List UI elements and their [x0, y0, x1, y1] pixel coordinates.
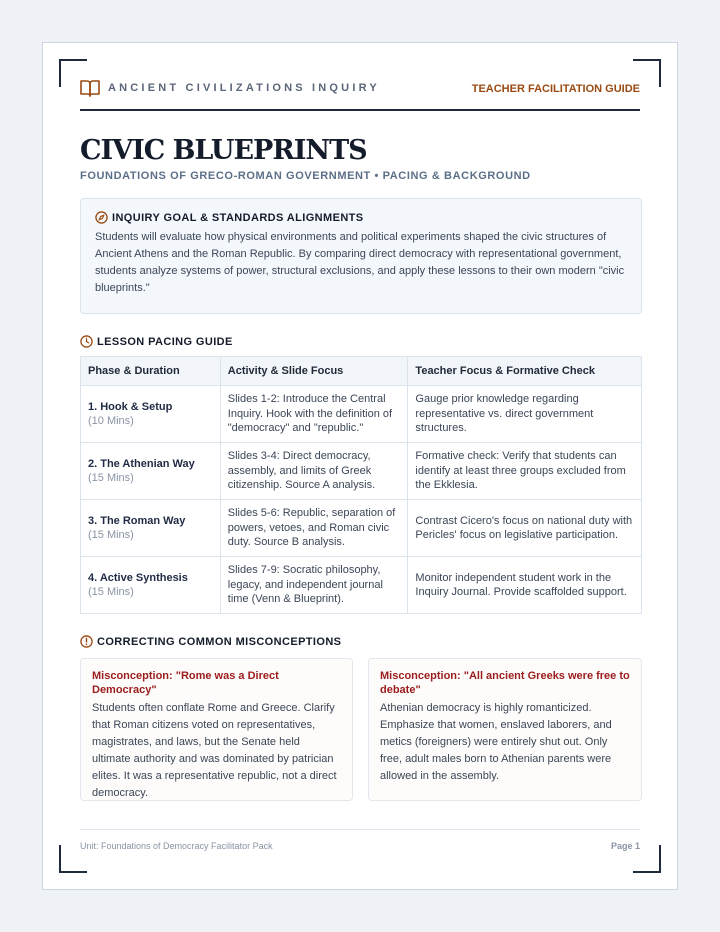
focus-cell: Gauge prior knowledge regarding representative vs. direct government structures. — [408, 386, 642, 443]
book-icon — [80, 79, 100, 97]
footer-unit-label: Unit: Foundations of Democracy Facilitator Pack — [80, 841, 273, 851]
misconceptions-heading-text: CORRECTING COMMON MISCONCEPTIONS — [97, 635, 342, 648]
misconceptions-heading — [80, 635, 341, 648]
phase-duration: (10 Mins) — [88, 415, 134, 427]
brand-name: ANCIENT CIVILIZATIONS INQUIRY — [108, 82, 380, 94]
page-number: Page 1 — [610, 841, 640, 851]
goal-text: Students will evaluate how physical environments and political experiments shaped the civic structures of Ancient Athens and the Roman Republic. By comparing direct democracy with representational government, students analyze systems of power, structural exclusions, and apply these lessons to their own modern "civic blueprints." — [95, 231, 625, 294]
focus-cell: Monitor independent student work in the Inquiry Journal. Provide scaffolded support. — [408, 557, 642, 614]
misconception-title: Misconception: "All ancient Greeks were free to debate" — [380, 670, 630, 696]
pacing-heading — [80, 335, 233, 348]
focus-cell: Formative check: Verify that students can identify at least three groups excluded from the Ekklesia. — [408, 443, 642, 500]
table-row — [81, 500, 642, 557]
phase-cell — [81, 557, 221, 614]
page-title: CIVIC BLUEPRINTS — [80, 135, 367, 166]
document-page — [42, 42, 678, 890]
table-row — [81, 557, 642, 614]
page-header — [80, 79, 640, 111]
phase-name: 3. The Roman Way — [88, 514, 186, 527]
misconception-text: Athenian democracy is highly romanticized. Emphasize that women, enslaved laborers, and metics (foreigners) were entirely shut out. Only free, adult males born to Athenian parents were allowed in the assembly. — [380, 702, 612, 782]
focus-cell: Contrast Cicero's focus on national duty with Pericles' focus on legislative participation. — [408, 500, 642, 557]
column-header: Teacher Focus & Formative Check — [408, 357, 642, 386]
table-row — [81, 443, 642, 500]
phase-duration: (15 Mins) — [88, 472, 134, 484]
activity-cell: Slides 5-6: Republic, separation of powers, vetoes, and Roman civic duty. Source B analysis. — [220, 500, 408, 557]
guide-label: TEACHER FACILITATION GUIDE — [471, 83, 640, 95]
page-subtitle: FOUNDATIONS OF GRECO-ROMAN GOVERNMENT • PACING & BACKGROUND — [80, 170, 531, 182]
goal-heading — [95, 211, 627, 224]
inquiry-goal-box — [80, 198, 642, 314]
activity-cell: Slides 7-9: Socratic philosophy, legacy, and independent journal time (Venn & Blueprint). — [220, 557, 408, 614]
brand — [80, 79, 380, 97]
misconception-card — [80, 658, 353, 801]
goal-heading-text: INQUIRY GOAL & STANDARDS ALIGNMENTS — [112, 211, 364, 224]
phase-duration: (15 Mins) — [88, 586, 134, 598]
phase-cell — [81, 443, 221, 500]
pacing-table — [80, 356, 642, 614]
activity-cell: Slides 3-4: Direct democracy, assembly, and limits of Greek citizenship. Source A analysis. — [220, 443, 408, 500]
misconception-card — [368, 658, 642, 801]
alert-circle-icon — [80, 635, 93, 648]
compass-icon — [95, 211, 108, 224]
column-header: Phase & Duration — [81, 357, 221, 386]
activity-cell: Slides 1-2: Introduce the Central Inquiry. Hook with the definition of "democracy" and "republic." — [220, 386, 408, 443]
table-row — [81, 386, 642, 443]
misconception-title: Misconception: "Rome was a Direct Democracy" — [92, 670, 279, 696]
phase-name: 1. Hook & Setup — [88, 400, 173, 413]
misconception-text: Students often conflate Rome and Greece. Clarify that Roman citizens voted on representatives, magistrates, and laws, but the Senate held ultimate authority and was dominated by patrician elites. It was a representative republic, not a direct democracy. — [92, 702, 337, 799]
phase-cell — [81, 500, 221, 557]
phase-name: 2. The Athenian Way — [88, 457, 195, 470]
clock-icon — [80, 335, 93, 348]
phase-duration: (15 Mins) — [88, 529, 134, 541]
pacing-heading-text: LESSON PACING GUIDE — [97, 335, 233, 348]
page-footer — [80, 829, 640, 851]
phase-cell — [81, 386, 221, 443]
table-header-row — [81, 357, 642, 386]
phase-name: 4. Active Synthesis — [88, 571, 188, 584]
column-header: Activity & Slide Focus — [220, 357, 408, 386]
